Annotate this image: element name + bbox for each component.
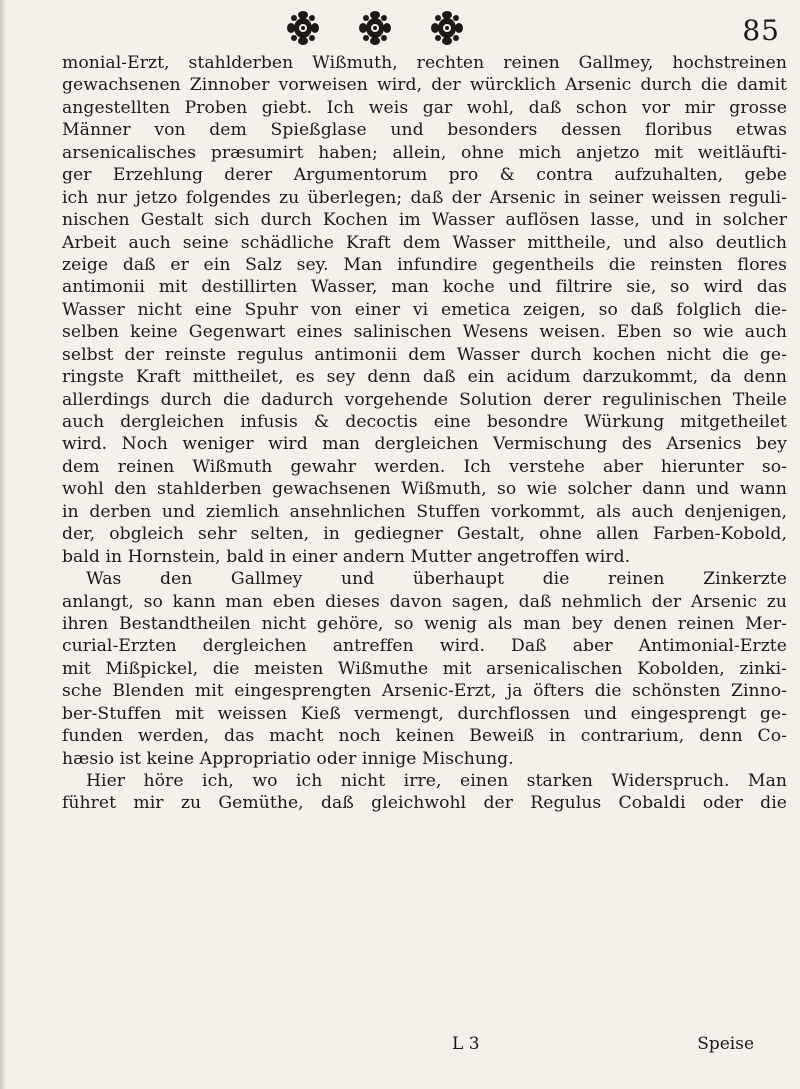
- text-line: ringste Kraft mittheilet, es sey denn daß ein acidum darzukommt, da denn: [62, 367, 787, 388]
- text-line: auch dergleichen infusis & decoctis eine besondre Würkung mitgetheilet: [62, 412, 787, 432]
- text-line: ger Erzehlung derer Argumentorum pro & contra aufzuhalten, gebe: [62, 165, 787, 186]
- text-line: anlangt, so kann man eben dieses davon sagen, daß nehmlich der Arsenic zu: [62, 591, 787, 612]
- text-line: nischen Gestalt sich durch Kochen im Wasser auflösen lasse, und in solcher: [62, 210, 787, 231]
- text-line: zeige daß er ein Salz sey. Man infundire gegentheils die reinsten flores: [62, 254, 787, 275]
- text-line: ber-Stuffen mit weissen Kieß vermengt, durchflossen und eingesprengt ge-: [62, 703, 787, 724]
- text-line: angestellten Proben giebt. Ich weis gar wohl, daß schon vor mir grosse: [62, 97, 787, 118]
- text-line: funden werden, das macht noch keinen Beweiß in contrarium, denn Co-: [62, 726, 787, 747]
- page-number: 85: [742, 14, 780, 47]
- text-line: gewachsenen Zinnober vorweisen wird, der würcklich Arsenic durch die damit: [62, 75, 787, 96]
- text-line: der, obgleich sehr selten, in gediegner Gestalt, ohne allen Farben-Kobold,: [62, 524, 787, 545]
- signature-mark: L 3: [452, 1034, 480, 1054]
- catchword: Speise: [697, 1034, 754, 1054]
- ornament-icon: [430, 10, 464, 46]
- text-line: führet mir zu Gemüthe, daß gleichwohl der Regulus Cobaldi oder die: [62, 793, 787, 814]
- text-line: monial-Erzt, stahlderben Wißmuth, rechten reinen Gallmey, hochstreinen: [62, 53, 787, 73]
- text-line: Hier höre ich, wo ich nicht irre, einen starken Widerspruch. Man: [86, 771, 787, 791]
- text-line: Wasser nicht eine Spuhr von einer vi emetica zeigen, so daß folglich die-: [62, 299, 787, 320]
- text-line: Männer von dem Spießglase und besonders dessen floribus etwas: [62, 120, 787, 141]
- text-line: wird. Noch weniger wird man dergleichen Vermischung des Arsenics bey: [62, 434, 787, 455]
- text-line: Arbeit auch seine schädliche Kraft dem Wasser mittheile, und also deutlich: [62, 232, 787, 253]
- text-line: hæsio ist keine Appropriatio oder innige Mischung.: [62, 748, 514, 769]
- text-line: arsenicalisches præsumirt haben; allein, ohne mich anjetzo mit weitläufti-: [62, 142, 787, 163]
- text-line: wohl den stahlderben gewachsenen Wißmuth, so wie solcher dann und wann: [62, 479, 787, 500]
- text-line: bald in Hornstein, bald in einer andern Mutter angetroffen wird.: [62, 546, 631, 567]
- ornament-icon: [286, 10, 320, 46]
- header-ornaments: [286, 10, 464, 46]
- text-line: selbst der reinste regulus antimonii dem Wasser durch kochen nicht die ge-: [62, 344, 787, 365]
- text-line: curial-Erzten dergleichen antreffen wird. Daß aber Antimonial-Erzte: [62, 636, 787, 657]
- text-line: sche Blenden mit eingesprengten Arsenic-Erzt, ja öfters die schönsten Zinno-: [62, 681, 787, 702]
- text-line: selben keine Gegenwart eines salinischen Wesens weisen. Eben so wie auch: [62, 322, 787, 343]
- text-line: allerdings durch die dadurch vorgehende Solution derer regulinischen Theile: [62, 389, 787, 410]
- text-line: Was den Gallmey und überhaupt die reinen Zinkerzte: [86, 569, 787, 590]
- page-edge-shadow: [0, 0, 6, 1089]
- text-line: mit Mißpickel, die meisten Wißmuthe mit arsenicalischen Kobolden, zinki-: [62, 658, 787, 679]
- text-line: ich nur jetzo folgendes zu überlegen; daß der Arsenic in seiner weissen reguli-: [62, 187, 787, 208]
- body-text: [62, 52, 787, 815]
- text-line: ihren Bestandtheilen nicht gehöre, so wenig als man bey denen reinen Mer-: [62, 613, 787, 634]
- text-line: dem reinen Wißmuth gewahr werden. Ich verstehe aber hierunter so-: [62, 456, 787, 477]
- ornament-icon: [358, 10, 392, 46]
- page-header: [0, 8, 800, 52]
- text-line: in derben und ziemlich ansehnlichen Stuffen vorkommt, als auch denjenigen,: [62, 501, 787, 522]
- text-line: antimonii mit destillirten Wasser, man koche und filtrire sie, so wird das: [62, 277, 787, 298]
